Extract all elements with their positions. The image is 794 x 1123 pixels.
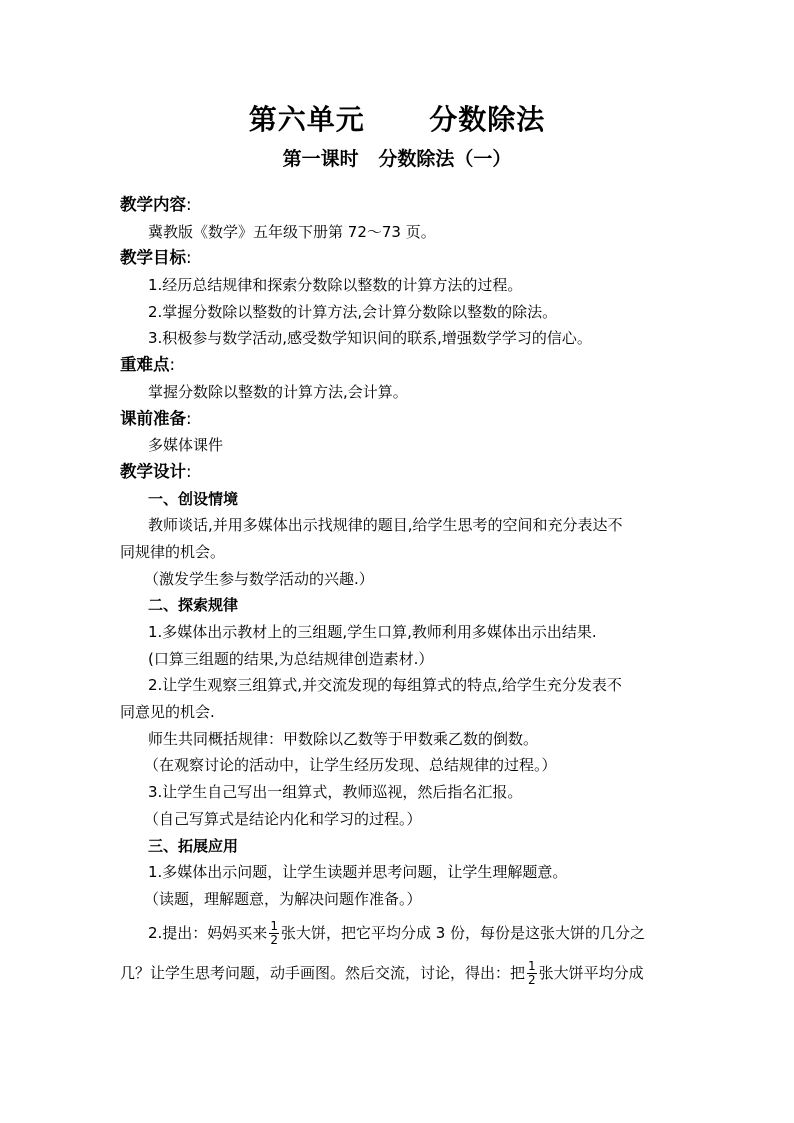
section-heading-key-points: 重难点: bbox=[120, 355, 176, 375]
key-points-text: 掌握分数除以整数的计算方法,会计算。 bbox=[148, 382, 408, 401]
paragraph-line: 师生共同概括规律：甲数除以乙数等于甲数乘乙数的倒数。 bbox=[148, 729, 539, 748]
section-heading-content: 教学内容: bbox=[120, 195, 192, 214]
section-heading-design: 教学设计: bbox=[120, 461, 192, 481]
part-title-1: 一、创设情境 bbox=[148, 489, 239, 508]
paragraph-line: （读题，理解题意，为解决问题作准备。） bbox=[144, 889, 422, 908]
preparation-text: 多媒体课件 bbox=[148, 436, 224, 455]
section-heading-preparation: 课前准备: bbox=[120, 408, 192, 428]
part-title-2: 二、探索规律 bbox=[148, 596, 239, 615]
unit-title: 第六单元 分数除法 bbox=[248, 103, 546, 136]
paragraph-line: 2.让学生观察三组算式,并交流发现的每组算式的特点,给学生充分发表不 bbox=[148, 676, 622, 695]
paragraph-line: 教师谈话,并用多媒体出示找规律的题目,给学生思考的空间和充分表达不 bbox=[148, 516, 623, 535]
paragraph-line: 1.多媒体出示教材上的三组题,学生口算,教师利用多媒体出示出结果. bbox=[148, 623, 597, 641]
goal-item: 3.积极参与数学活动,感受数学知识间的联系,增强数学学习的信心。 bbox=[148, 329, 592, 348]
paragraph-line: （激发学生参与数学活动的兴趣.） bbox=[144, 569, 374, 588]
part-title-3: 三、拓展应用 bbox=[148, 836, 239, 855]
content-text: 冀教版《数学》五年级下册第 72～73 页。 bbox=[148, 222, 436, 241]
paragraph-line: 同规律的机会。 bbox=[120, 542, 226, 561]
goal-item: 2.掌握分数除以整数的计算方法,会计算分数除以整数的除法。 bbox=[148, 302, 558, 321]
fraction-one-half: $\frac{1}{2}$ bbox=[270, 918, 278, 947]
paragraph-line: (口算三组题的结果,为总结规律创造素材.） bbox=[148, 649, 434, 668]
paragraph-line: （在观察讨论的活动中，让学生经历发现、总结规律的过程。） bbox=[144, 756, 557, 775]
fraction-one-half: $\frac{1}{2}$ bbox=[528, 958, 536, 987]
lesson-content bbox=[120, 192, 680, 993]
paragraph-line: 同意见的机会. bbox=[120, 703, 215, 722]
paragraph-line: 3.让学生自己写出一组算式，教师巡视，然后指名汇报。 bbox=[148, 783, 523, 802]
paragraph-line-with-fraction: 2.提出：妈妈买来 $\frac{1}{2}$ 张大饼，把它平均分成 3 份，每份是这张大饼的几分之 bbox=[148, 918, 646, 947]
lesson-subtitle: 第一课时 分数除法（一） bbox=[282, 148, 512, 170]
section-heading-goals: 教学目标: bbox=[120, 248, 192, 268]
paragraph-line-with-fraction: 几？让学生思考问题，动手画图。然后交流，讨论，得出：把 $\frac{1}{2}$ 张大饼平均分成 bbox=[120, 958, 644, 987]
paragraph-line: 1.多媒体出示问题，让学生读题并思考问题，让学生理解题意。 bbox=[148, 863, 568, 882]
goal-item: 1.经历总结规律和探索分数除以整数的计算方法的过程。 bbox=[148, 276, 523, 295]
paragraph-line: （自己写算式是结论内化和学习的过程。） bbox=[144, 809, 422, 828]
